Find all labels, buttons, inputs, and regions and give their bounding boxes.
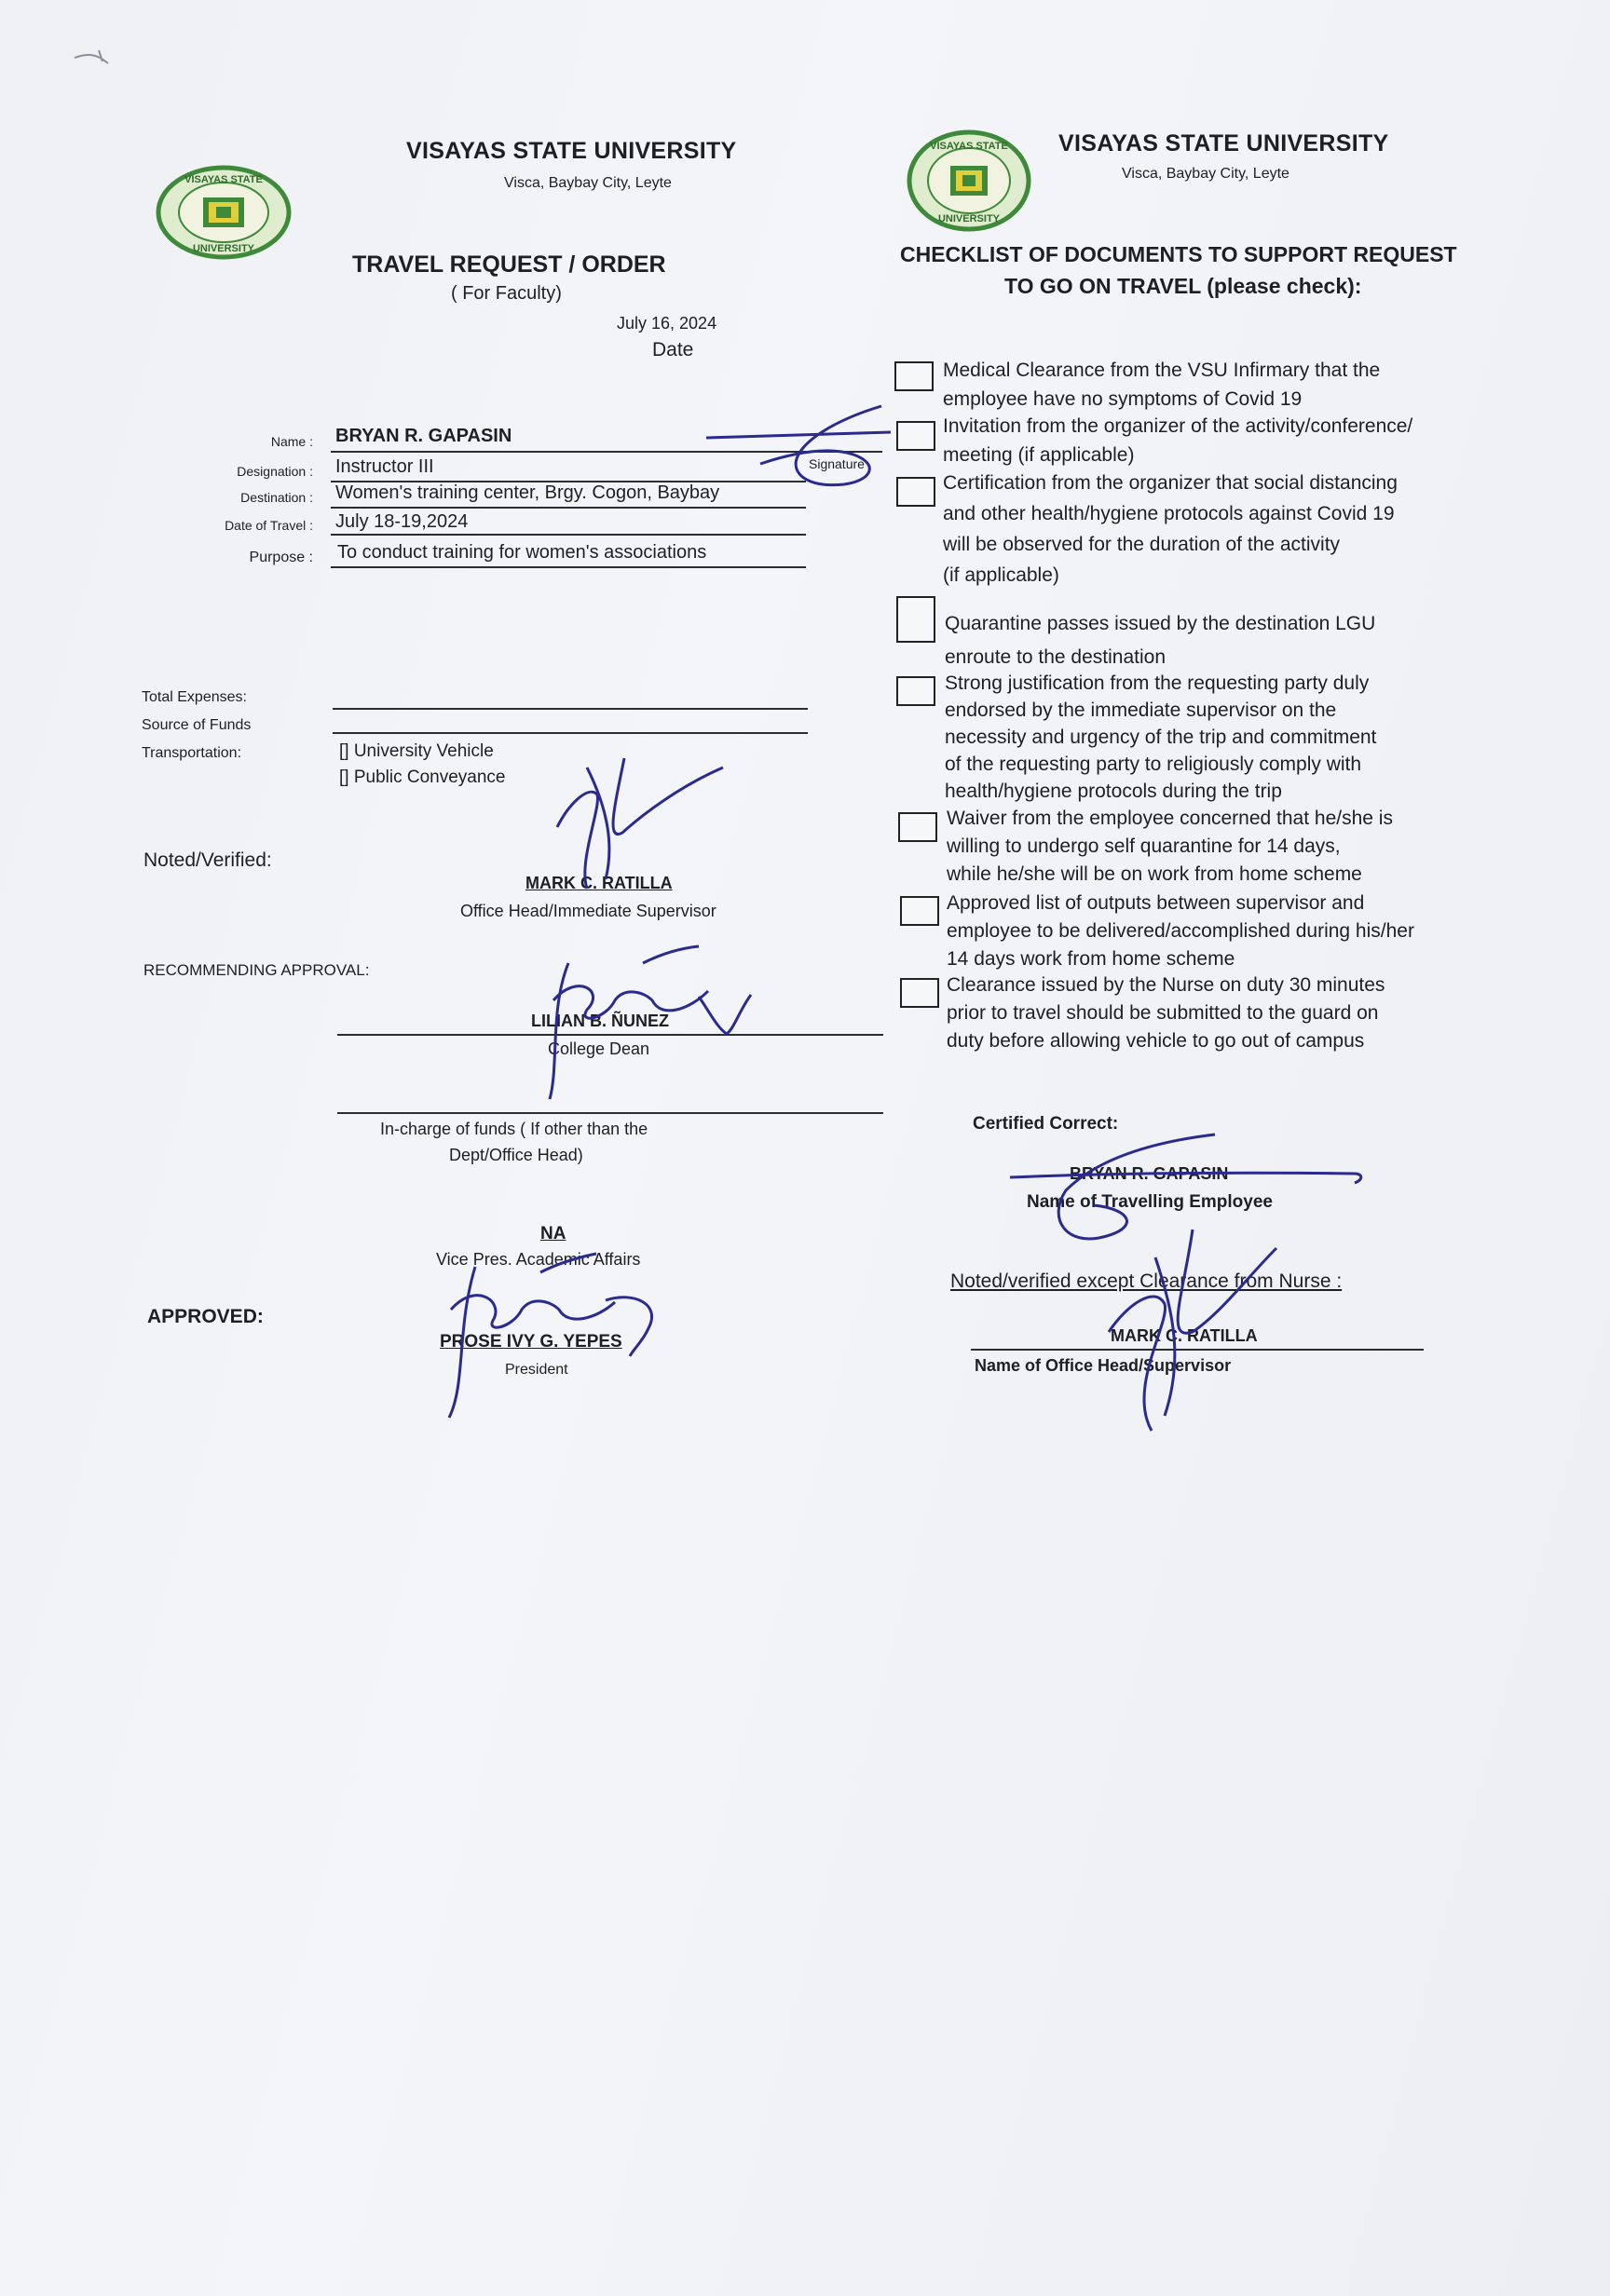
- checklist-item-7: Approved list of outputs between supervisor and employee to be delivered/accomplished during his/her 14 days work from home scheme: [947, 892, 1414, 970]
- checkbox-waiver[interactable]: [898, 812, 937, 842]
- purpose-label: Purpose :: [249, 550, 313, 565]
- total-expenses-line: [333, 708, 808, 710]
- form-subtitle: ( For Faculty): [451, 283, 562, 304]
- date-of-travel-label: Date of Travel :: [225, 518, 313, 533]
- vp-name: NA: [540, 1224, 566, 1243]
- checkbox-invitation[interactable]: [896, 421, 935, 451]
- office-head-line: [971, 1349, 1424, 1351]
- university-seal-right: [906, 129, 1032, 233]
- checklist-item-5: Strong justification from the requesting party duly endorsed by the immediate supervisor on the necessity and urgency of the trip and commitment of the requesting party to religiously comply with health/hygiene protocols during the trip: [945, 672, 1377, 802]
- dean-title: College Dean: [548, 1039, 650, 1058]
- checklist-item-3: Certification from the organizer that social distancing and other health/hygiene protocols against Covid 19 will be observed for the duration of the activity (if applicable): [943, 472, 1398, 586]
- checklist-title-1: CHECKLIST OF DOCUMENTS TO SUPPORT REQUEST: [900, 242, 1457, 266]
- checklist-item-2: Invitation from the organizer of the activity/conference/ meeting (if applicable): [943, 415, 1413, 466]
- employee-name: BRYAN R. GAPASIN: [1070, 1164, 1229, 1183]
- office-head-caption: Name of Office Head/Supervisor: [975, 1356, 1232, 1375]
- recommending-approval-label: RECOMMENDING APPROVAL:: [143, 961, 370, 979]
- checkbox-medical-clearance[interactable]: [894, 361, 934, 391]
- svg-text:UNIVERSITY: UNIVERSITY: [192, 243, 255, 254]
- president-title: President: [505, 1362, 568, 1378]
- incharge-line: [337, 1112, 883, 1114]
- noted-name: MARK C. RATILLA: [525, 874, 673, 892]
- checklist-item-4: Quarantine passes issued by the destination LGU enroute to the destination: [945, 613, 1376, 668]
- dean-name: LILIAN B. ÑUNEZ: [531, 1012, 669, 1030]
- svg-text:VISAYAS STATE: VISAYAS STATE: [930, 141, 1008, 152]
- checkbox-nurse-clearance[interactable]: [900, 978, 939, 1008]
- destination-label: Destination :: [240, 490, 313, 505]
- employee-caption: Name of Travelling Employee: [1027, 1192, 1273, 1212]
- university-address-left: Visca, Baybay City, Leyte: [504, 175, 672, 191]
- noted-verified-label: Noted/Verified:: [143, 849, 272, 871]
- noted-title: Office Head/Immediate Supervisor: [460, 902, 716, 920]
- date-of-travel-underline: [331, 534, 806, 536]
- purpose-value: To conduct training for women's associations: [337, 542, 707, 563]
- name-label: Name :: [270, 434, 313, 449]
- university-address-right: Visca, Baybay City, Leyte: [1122, 166, 1289, 182]
- date-label: Date: [652, 339, 694, 360]
- name-underline: [331, 451, 882, 453]
- purpose-underline: [331, 566, 806, 568]
- vp-title: Vice Pres. Academic Affairs: [436, 1250, 641, 1269]
- checklist-title-2: TO GO ON TRAVEL (please check):: [1004, 274, 1362, 298]
- checklist-item-6: Waiver from the employee concerned that he/she is willing to undergo self quarantine for 14 days, while he/she will be on work from home scheme: [947, 808, 1393, 885]
- checkbox-certification[interactable]: [896, 477, 935, 507]
- office-head-name: MARK C. RATILLA: [1111, 1326, 1258, 1345]
- certified-correct-label: Certified Correct:: [973, 1114, 1119, 1134]
- svg-text:VISAYAS STATE: VISAYAS STATE: [184, 174, 263, 185]
- dean-line: [337, 1034, 883, 1036]
- checklist-item-1: Medical Clearance from the VSU Infirmary that the employee have no symptoms of Covid 19: [943, 360, 1381, 410]
- transport-option-vehicle: [] University Vehicle: [339, 741, 494, 761]
- date-of-travel-value: July 18-19,2024: [335, 511, 469, 532]
- incharge-caption-1: In-charge of funds ( If other than the: [380, 1120, 648, 1138]
- designation-value: Instructor III: [335, 456, 434, 477]
- president-name: PROSE IVY G. YEPES: [440, 1332, 622, 1352]
- university-seal-left: [155, 164, 293, 261]
- name-value: BRYAN R. GAPASIN: [335, 426, 512, 446]
- source-of-funds-line: [333, 732, 808, 734]
- form-title: TRAVEL REQUEST / ORDER: [352, 251, 666, 278]
- transport-option-public: [] Public Conveyance: [339, 768, 506, 787]
- total-expenses-label: Total Expenses:: [142, 689, 247, 705]
- checklist-item-8: Clearance issued by the Nurse on duty 30 minutes prior to travel should be submitted to the guard on duty before allowing vehicle to go out of campus: [947, 974, 1385, 1052]
- noted-except-label: Noted/verified except Clearance from Nurse :: [950, 1270, 1343, 1292]
- transportation-label: Transportation:: [142, 745, 242, 761]
- signature-label: Signature: [809, 456, 865, 471]
- destination-value: Women's training center, Brgy. Cogon, Baybay: [335, 482, 720, 503]
- date-value: July 16, 2024: [617, 314, 717, 333]
- checkbox-outputs[interactable]: [900, 896, 939, 926]
- approved-label: APPROVED:: [147, 1306, 264, 1327]
- svg-text:UNIVERSITY: UNIVERSITY: [937, 213, 1001, 224]
- university-name-right: VISAYAS STATE UNIVERSITY: [1058, 130, 1389, 156]
- source-of-funds-label: Source of Funds: [142, 717, 252, 733]
- university-name-left: VISAYAS STATE UNIVERSITY: [406, 138, 737, 164]
- checkbox-justification[interactable]: [896, 676, 935, 706]
- checkbox-quarantine-passes[interactable]: [896, 596, 935, 643]
- incharge-caption-2: Dept/Office Head): [449, 1146, 583, 1164]
- designation-label: Designation :: [237, 464, 313, 479]
- destination-underline: [331, 507, 806, 509]
